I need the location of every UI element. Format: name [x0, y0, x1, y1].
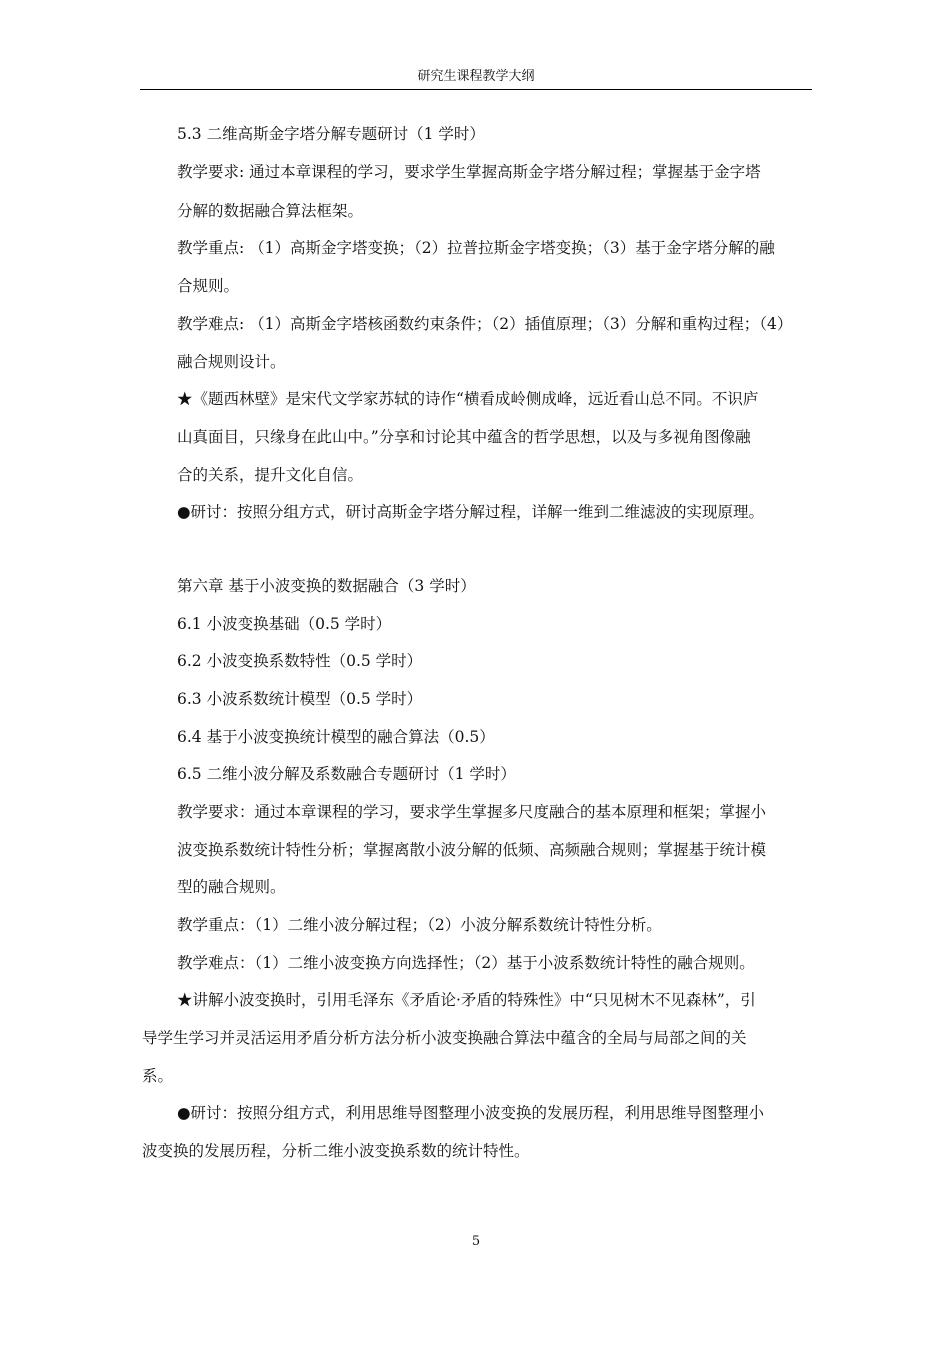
paragraph-line: ●研讨：按照分组方式，利用思维导图整理小波变换的发展历程，利用思维导图整理小	[177, 1104, 765, 1122]
paragraph-line: ●研讨：按照分组方式，研讨高斯金字塔分解过程，详解一维到二维滤波的实现原理。	[177, 503, 765, 521]
chapter-heading: 第六章 基于小波变换的数据融合（3 学时）	[177, 577, 476, 595]
header-rule	[140, 89, 812, 90]
section-heading: 6.5 二维小波分解及系数融合专题研讨（1 学时）	[177, 765, 516, 783]
section-heading: 6.4 基于小波变换统计模型的融合算法（0.5）	[177, 728, 495, 746]
paragraph-line: ★讲解小波变换时，引用毛泽东《矛盾论·矛盾的特殊性》中“只见树木不见森林”，引	[177, 991, 756, 1009]
paragraph-line: 分解的数据融合算法框架。	[177, 202, 364, 220]
page-number: 5	[471, 1234, 481, 1249]
paragraph-line: 教学重点：（1）二维小波分解过程；（2）小波分解系数统计特性分析。	[177, 916, 662, 934]
section-heading: 6.2 小波变换系数特性（0.5 学时）	[177, 652, 423, 670]
paragraph-line: 教学要求：通过本章课程的学习，要求学生掌握多尺度融合的基本原理和框架；掌握小	[177, 803, 767, 821]
paragraph-line: 导学生学习并灵活运用矛盾分析方法分析小波变换融合算法中蕴含的全局与局部之间的关	[142, 1029, 747, 1047]
paragraph-line: 系。	[142, 1067, 174, 1085]
paragraph-line: 波变换系数统计特性分析；掌握离散小波分解的低频、高频融合规则；掌握基于统计模	[177, 841, 767, 859]
paragraph-line: 教学重点: （1）高斯金字塔变换；（2）拉普拉斯金字塔变换；（3）基于金字塔分解的融	[177, 239, 775, 257]
paragraph-line: 教学要求: 通过本章课程的学习，要求学生掌握高斯金字塔分解过程；掌握基于金字塔	[177, 163, 761, 181]
paragraph-line: 型的融合规则。	[177, 878, 286, 896]
paragraph-line: ★《题西林壁》是宋代文学家苏轼的诗作“横看成岭侧成峰，远近看山总不同。不识庐	[177, 390, 759, 408]
section-heading: 6.3 小波系数统计模型（0.5 学时）	[177, 690, 423, 708]
section-heading: 6.1 小波变换基础（0.5 学时）	[177, 615, 392, 633]
paragraph-line: 波变换的发展历程，分析二维小波变换系数的统计特性。	[142, 1142, 530, 1160]
paragraph-line: 合规则。	[177, 277, 240, 295]
paragraph-line: 合的关系，提升文化自信。	[177, 466, 364, 484]
running-header: 研究生课程教学大纲	[417, 69, 535, 84]
paragraph-line: 融合规则设计。	[177, 353, 286, 371]
paragraph-line: 教学难点: （1）高斯金字塔核函数约束条件；（2）插值原理；（3）分解和重构过程；（4）	[177, 315, 793, 333]
section-heading: 5.3 二维高斯金字塔分解专题研讨（1 学时）	[177, 125, 485, 143]
paragraph-line: 山真面目，只缘身在此山中。”分享和讨论其中蕴含的哲学思想，以及与多视角图像融	[177, 428, 751, 446]
paragraph-line: 教学难点：（1）二维小波变换方向选择性；（2）基于小波系数统计特性的融合规则。	[177, 954, 755, 972]
